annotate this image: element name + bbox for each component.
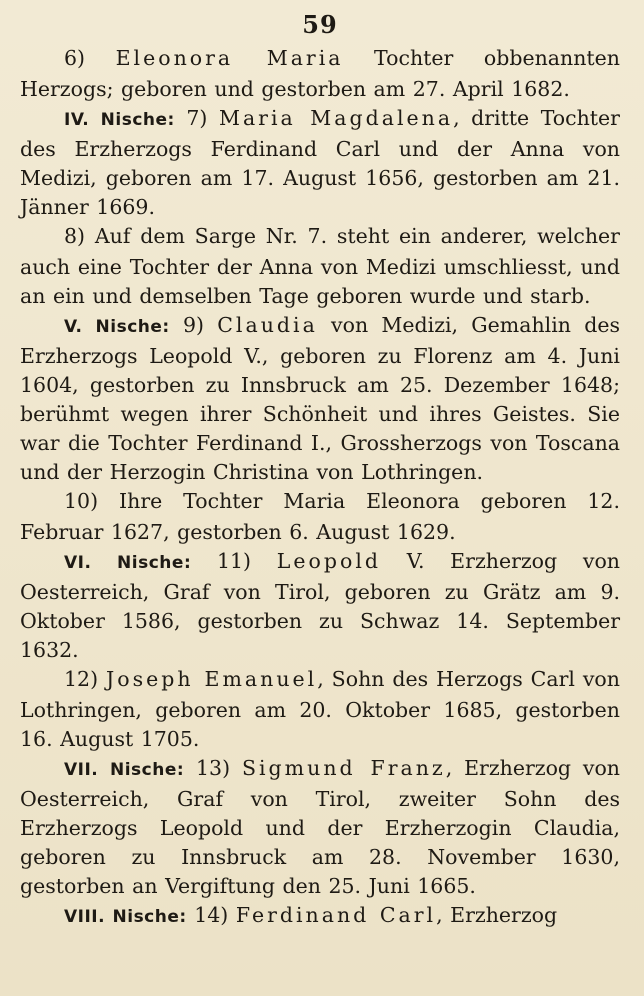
- entry-14: [20, 901, 620, 932]
- entry-text: , dritte Tochter des Erzherzogs Ferdinand Carl und der Anna von Medizi, geboren am 17. August 1656, gestorben am 21. Jänner 1669.: [20, 106, 620, 219]
- entry-name: Ferdinand Carl: [235, 903, 437, 927]
- entry-name: Joseph Emanuel: [106, 667, 318, 691]
- entry-number: 7): [174, 106, 208, 130]
- entry-text: Tochter obbenannten Herzogs; geboren und gestorben am 27. April 1682.: [20, 46, 620, 101]
- entry-8: [20, 222, 620, 311]
- niche-label: VI. Nische:: [64, 553, 192, 573]
- entry-name: Leopold: [276, 549, 382, 573]
- entry-number: 10): [64, 489, 99, 513]
- niche-label: VIII. Nische:: [64, 907, 187, 927]
- entry-number: 11): [191, 549, 252, 573]
- page-number: 59: [302, 10, 338, 39]
- entry-number: 13): [184, 756, 231, 780]
- entry-number: 9): [169, 313, 204, 337]
- entry-12: [20, 665, 620, 754]
- entry-number: 12): [64, 667, 99, 691]
- entry-text: Auf dem Sarge Nr. 7. steht ein anderer, welcher auch eine Tochter der Anna von Medizi umschliesst, und an ein und demselben Tage geboren wurde und starb.: [20, 224, 620, 308]
- entry-text: V. Erzherzog von Oesterreich, Graf von Tirol, geboren zu Grätz am 9. Oktober 1586, gestorben zu Schwaz 14. September 1632.: [20, 549, 620, 662]
- entry-9: [20, 311, 620, 487]
- niche-label: VII. Nische:: [64, 760, 185, 780]
- entry-name: Claudia: [217, 313, 318, 337]
- entry-6: [20, 44, 620, 104]
- entry-name: Maria Magdalena: [218, 106, 454, 130]
- entry-text: , Sohn des Herzogs Carl von Lothringen, geboren am 20. Oktober 1685, gestorben 16. August 1705.: [20, 667, 620, 751]
- entry-name: Sigmund Franz: [241, 756, 446, 780]
- niche-label: V. Nische:: [64, 317, 170, 337]
- entry-number: 8): [64, 224, 86, 248]
- entry-text: , Erzherzog: [436, 903, 558, 927]
- entry-number: 6): [64, 46, 86, 70]
- entry-text: Ihre Tochter Maria Eleonora geboren 12. Februar 1627, gestorben 6. August 1629.: [20, 489, 620, 544]
- entry-text: von Medizi, Gemahlin des Erzherzogs Leopold V., geboren zu Florenz am 4. Juni 1604, gestorben zu Innsbruck am 25. Dezember 1648; berühmt wegen ihrer Schönheit und ihres Geistes. Sie war die Tochter Ferdinand I., Grossherzogs von Toscana und der Herzogin Christina von Lothringen.: [20, 313, 620, 484]
- entry-10: [20, 487, 620, 547]
- entry-11: [20, 547, 620, 665]
- niche-label: IV. Nische:: [64, 110, 175, 130]
- entry-name: Eleonora Maria: [115, 46, 344, 70]
- entry-number: 14): [186, 903, 229, 927]
- entry-7: [20, 104, 620, 222]
- entry-text: , Erzherzog von Oesterreich, Graf von Tirol, zweiter Sohn des Erzherzogs Leopold und der Erzherzogin Claudia, geboren zu Innsbruck am 28. November 1630, gestorben an Vergiftung den 25. Juni 1665.: [20, 756, 620, 898]
- entry-13: [20, 754, 620, 901]
